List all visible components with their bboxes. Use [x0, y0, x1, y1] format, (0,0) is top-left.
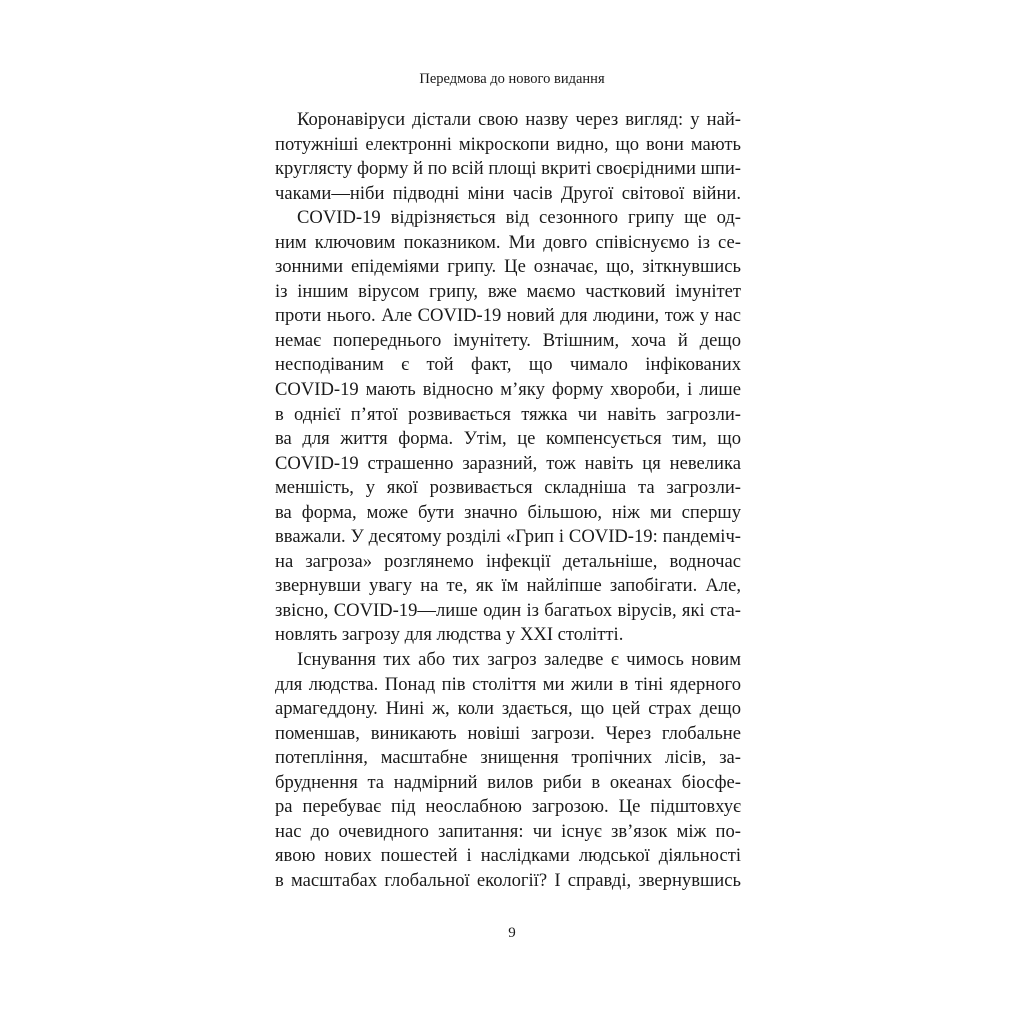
text-line: новлять загрозу для людства у XXI столітті. [275, 624, 624, 646]
text-line: COVID-19 відрізняється від сезонного грипу ще од- [297, 207, 741, 229]
text-line: звернувши увагу на те, як їм найліпше запобігати. Але, [275, 575, 741, 597]
text-line: ра перебуває під неослабною загрозою. Це підштовхує [275, 796, 741, 818]
text-line: на загроза» розглянемо інфекції детальніше, водночас [275, 550, 741, 572]
text-line: проти нього. Але COVID-19 новий для людини, тож у нас [275, 305, 741, 327]
text-line: звісно, COVID-19—лише один із багатьох вірусів, які ста- [275, 599, 741, 621]
paragraph-3 [275, 648, 741, 893]
text-line: явою нових пошестей і наслідками людської діяльності [275, 845, 741, 867]
text-line: круглясту форму й по всій площі вкриті своєрідними шпи- [275, 158, 741, 180]
text-line: COVID-19 мають відносно м’яку форму хвороби, і лише [275, 379, 741, 401]
page-number: 9 [508, 925, 516, 941]
text-line: армагеддону. Нині ж, коли здається, що цей страх дещо [275, 698, 741, 720]
text-line: нас до очевидного запитання: чи існує зв’язок між по- [275, 820, 741, 842]
text-line: в однієї п’ятої розвивається тяжка чи навіть загрозли- [275, 403, 741, 425]
text-line: бруднення та надмірний вилов риби в океанах біосфе- [275, 771, 741, 793]
text-line: несподіваним є той факт, що чимало інфікованих [275, 354, 741, 376]
text-line: вважали. У десятому розділі «Грип і COVID-19: пандеміч- [275, 526, 741, 548]
text-line: ва форма, може бути значно більшою, ніж ми спершу [275, 501, 741, 523]
body-text [275, 108, 741, 894]
text-line: в масштабах глобальної екології? І справді, звернувшись [275, 869, 741, 891]
text-line: COVID-19 страшенно заразний, тож навіть ця невелика [275, 452, 741, 474]
paragraph-2 [275, 206, 741, 648]
text-line: чаками—ніби підводні міни часів Другої світової війни. [275, 182, 741, 204]
text-line: немає попереднього імунітету. Втішним, хоча й дещо [275, 329, 741, 351]
text-line: потужніші електронні мікроскопи видно, що вони мають [275, 133, 741, 155]
text-line: ва для життя форма. Утім, це компенсується тим, що [275, 428, 741, 450]
text-line: Існування тих або тих загроз заледве є чимось новим [297, 649, 741, 671]
running-head: Передмова до нового видання [419, 71, 605, 87]
text-line: із іншим вірусом грипу, вже маємо частковий імунітет [275, 280, 741, 302]
text-line: зонними епідеміями грипу. Це означає, що, зіткнувшись [275, 256, 741, 278]
text-line: поменшав, виникають новіші загрози. Через глобальне [275, 722, 741, 744]
text-line: для людства. Понад пів століття ми жили в тіні ядерного [275, 673, 741, 695]
text-line: ним ключовим показником. Ми довго співіснуємо із се- [275, 231, 741, 253]
paragraph-1 [275, 108, 741, 206]
text-line: потепління, масштабне знищення тропічних лісів, за- [275, 747, 741, 769]
text-line: Коронавіруси дістали свою назву через вигляд: у най- [297, 109, 741, 130]
text-line: меншість, у якої розвивається складніша та загрозли- [275, 477, 741, 499]
